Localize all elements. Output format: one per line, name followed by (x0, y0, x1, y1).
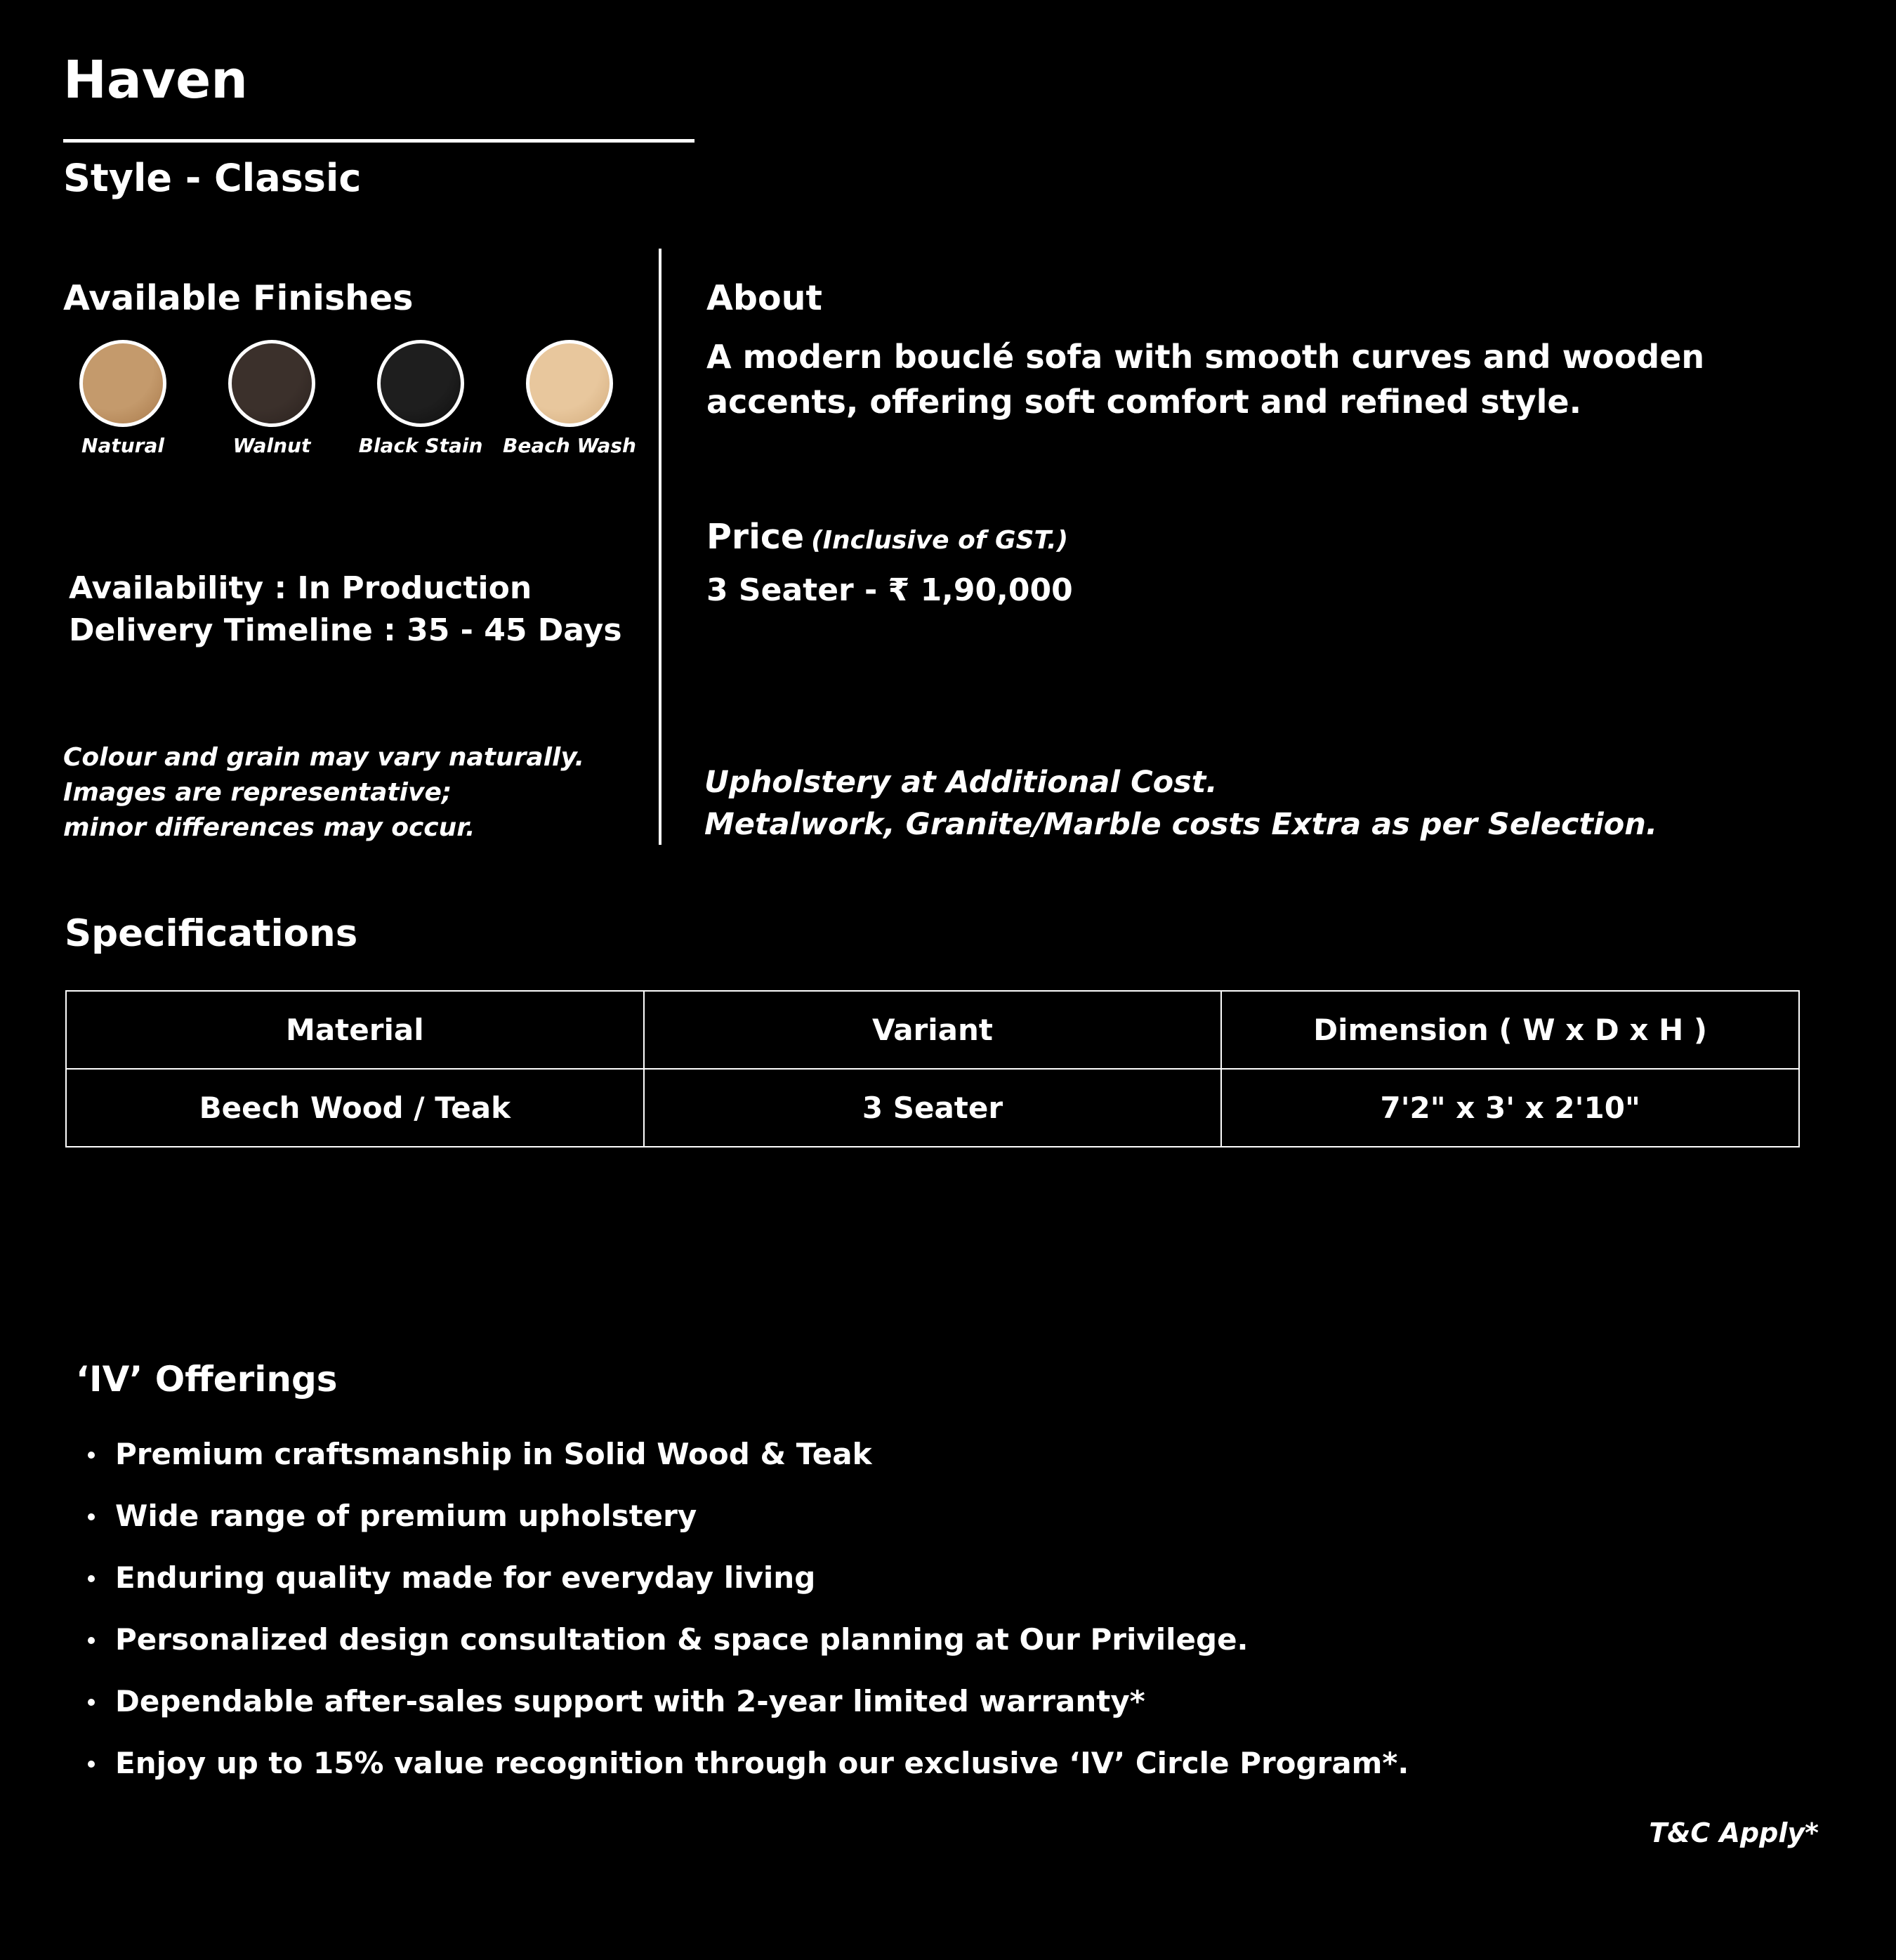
finish-option-beach-wash[interactable] (496, 340, 643, 457)
finish-swatches (63, 340, 639, 459)
offerings-list (77, 1431, 1409, 1802)
about-heading: About (706, 278, 822, 318)
walnut-swatch (228, 340, 315, 427)
finish-label: Walnut (232, 434, 311, 457)
finish-label: Beach Wash (503, 434, 636, 457)
product-title: Haven (63, 50, 248, 110)
list-item: Premium craftsmanship in Solid Wood & Teak (77, 1431, 1409, 1493)
specifications-heading: Specifications (65, 912, 358, 955)
beach-wash-swatch (526, 340, 613, 427)
disclaimer-note (63, 740, 584, 846)
availability-block (69, 567, 622, 652)
column-header: Material (66, 991, 644, 1069)
disclaimer-line: Colour and grain may vary naturally. (63, 743, 585, 772)
column-divider (659, 249, 661, 845)
style-label: Style - Classic (63, 156, 362, 200)
finish-option-walnut[interactable] (198, 340, 345, 457)
finish-option-black-stain[interactable] (347, 340, 494, 457)
price-heading: Price (706, 517, 805, 557)
table-cell: 7'2" x 3' x 2'10" (1221, 1069, 1799, 1147)
specifications-table (65, 990, 1800, 1147)
list-item: Enduring quality made for everyday living (77, 1555, 1409, 1617)
finish-option-natural[interactable] (49, 340, 197, 457)
list-item: Wide range of premium upholstery (77, 1493, 1409, 1555)
list-item: Dependable after-sales support with 2-year limited warranty* (77, 1678, 1409, 1740)
delivery-timeline: Delivery Timeline : 35 - 45 Days (69, 612, 622, 648)
table-cell: Beech Wood / Teak (66, 1069, 644, 1147)
offerings-heading: ‘IV’ Offerings (76, 1359, 338, 1400)
extras-line: Metalwork, Granite/Marble costs Extra as per Selection. (704, 807, 1658, 842)
disclaimer-line: Images are representative; (63, 778, 452, 807)
price-heading-row (706, 517, 1068, 558)
finishes-heading: Available Finishes (63, 278, 414, 318)
table-row (66, 1069, 1799, 1147)
black-stain-swatch (377, 340, 464, 427)
price-value: 3 Seater - ₹ 1,90,000 (706, 572, 1073, 608)
availability-status: Availability : In Production (69, 570, 532, 606)
natural-swatch (79, 340, 166, 427)
about-description: A modern bouclé sofa with smooth curves and wooden accents, offering soft comfort and refined style. (706, 338, 1705, 421)
table-header-row (66, 991, 1799, 1069)
column-header: Dimension ( W x D x H ) (1221, 991, 1799, 1069)
list-item: Personalized design consultation & space planning at Our Privilege. (77, 1617, 1409, 1678)
extras-line: Upholstery at Additional Cost. (704, 765, 1218, 800)
price-gst-note: (Inclusive of GST.) (811, 526, 1069, 555)
finish-label: Natural (81, 434, 164, 457)
table-cell: 3 Seater (644, 1069, 1222, 1147)
column-header: Variant (644, 991, 1222, 1069)
disclaimer-line: minor differences may occur. (63, 813, 475, 842)
finish-label: Black Stain (358, 434, 483, 457)
list-item: Enjoy up to 15% value recognition through our exclusive ‘IV’ Circle Program*. (77, 1740, 1409, 1802)
title-divider (63, 139, 694, 143)
terms-note: T&C Apply* (1649, 1817, 1819, 1848)
extras-note (704, 761, 1657, 846)
